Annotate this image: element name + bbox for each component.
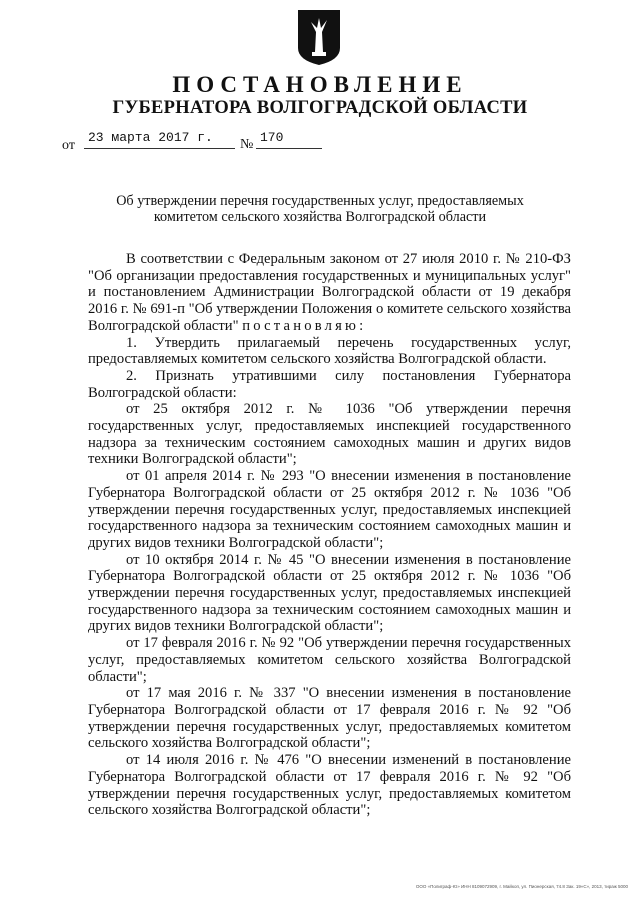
document-number: 170 (256, 130, 322, 149)
subject-line-1: Об утверждении перечня государственных услуг, предоставляемых (116, 193, 524, 209)
preamble-paragraph (88, 251, 571, 335)
document-body (88, 251, 571, 819)
preamble-text: В соответствии с Федеральным законом от 27 июля 2010 г. № 210-ФЗ "Об организации предоставления государственных и муниципальных услуг" и постановлением Администрации Волгоградской области от 19 декабря 2016 г. № 691-п "Об утверждении Положения о комитете сельского хозяйства Волгоградской области" (88, 251, 571, 334)
repealed-item-4: от 17 февраля 2016 г. № 92 "Об утверждении перечня государственных услуг, предоставляемых комитетом сельского хозяйства Волгоградской области"; (88, 635, 571, 685)
clause-2: 2. Признать утратившими силу постановления Губернатора Волгоградской области: (88, 367, 571, 401)
document-subtitle: ГУБЕРНАТОРА ВОЛГОГРАДСКОЙ ОБЛАСТИ (112, 98, 528, 118)
repealed-item-1: от 25 октября 2012 г. № 1036 "Об утверждении перечня государственных услуг, предоставляемых инспекцией государственного надзора за техническим состоянием самоходных машин и других видов техники Волгоградской области"; (88, 401, 571, 468)
printer-imprint: ООО «Полиграф-Ю» ИНН 8109072909, г. Майкоп, ул. Пионерская, 74.8 Зак. 19«С», 2013, тираж 5000 (415, 884, 628, 889)
subject-line-2: комитетом сельского хозяйства Волгоградской области (153, 209, 487, 225)
repealed-item-2: от 01 апреля 2014 г. № 293 "О внесении изменения в постановление Губернатора Волгоградской области от 25 октября 2012 г. № 1036 "Об утверждении перечня государственных услуг, предоставляемых инспекцией государственного надзора за техническим состоянием самоходных машин и других видов техники Волгоградской области"; (88, 468, 571, 551)
repealed-item-3: от 10 октября 2014 г. № 45 "О внесении изменения в постановление Губернатора Волгоградской области от 25 октября 2012 г. № 1036 "Об утверждении перечня государственных услуг, предоставляемых инспекцией государственного надзора за техническим состоянием самоходных машин и других видов техники Волгоградской области"; (88, 551, 571, 635)
date-label: от (62, 138, 75, 153)
coat-of-arms-emblem (296, 8, 342, 66)
document-title: ПОСТАНОВЛЕНИЕ (172, 72, 468, 97)
document-subject (0, 193, 640, 225)
clause-1: 1. Утвердить прилагаемый перечень государственных услуг, предоставляемых комитетом сельского хозяйства Волгоградской области. (88, 334, 571, 368)
decree-word: постановляю: (242, 317, 367, 334)
number-label: № (240, 137, 254, 152)
document-date: 23 марта 2017 г. (84, 130, 235, 149)
repealed-item-6: от 14 июля 2016 г. № 476 "О внесении изменений в постановление Губернатора Волгоградской области от 17 февраля 2016 г. № 92 "Об утверждении перечня государственных услуг, предоставляемых комитетом сельского хозяйства Волгоградской области"; (88, 752, 571, 819)
repealed-item-5: от 17 мая 2016 г. № 337 "О внесении изменения в постановление Губернатора Волгоградской области от 17 февраля 2016 г. № 92 "Об утверждении перечня государственных услуг, предоставляемых комитетом сельского хозяйства Волгоградской области"; (88, 685, 571, 752)
